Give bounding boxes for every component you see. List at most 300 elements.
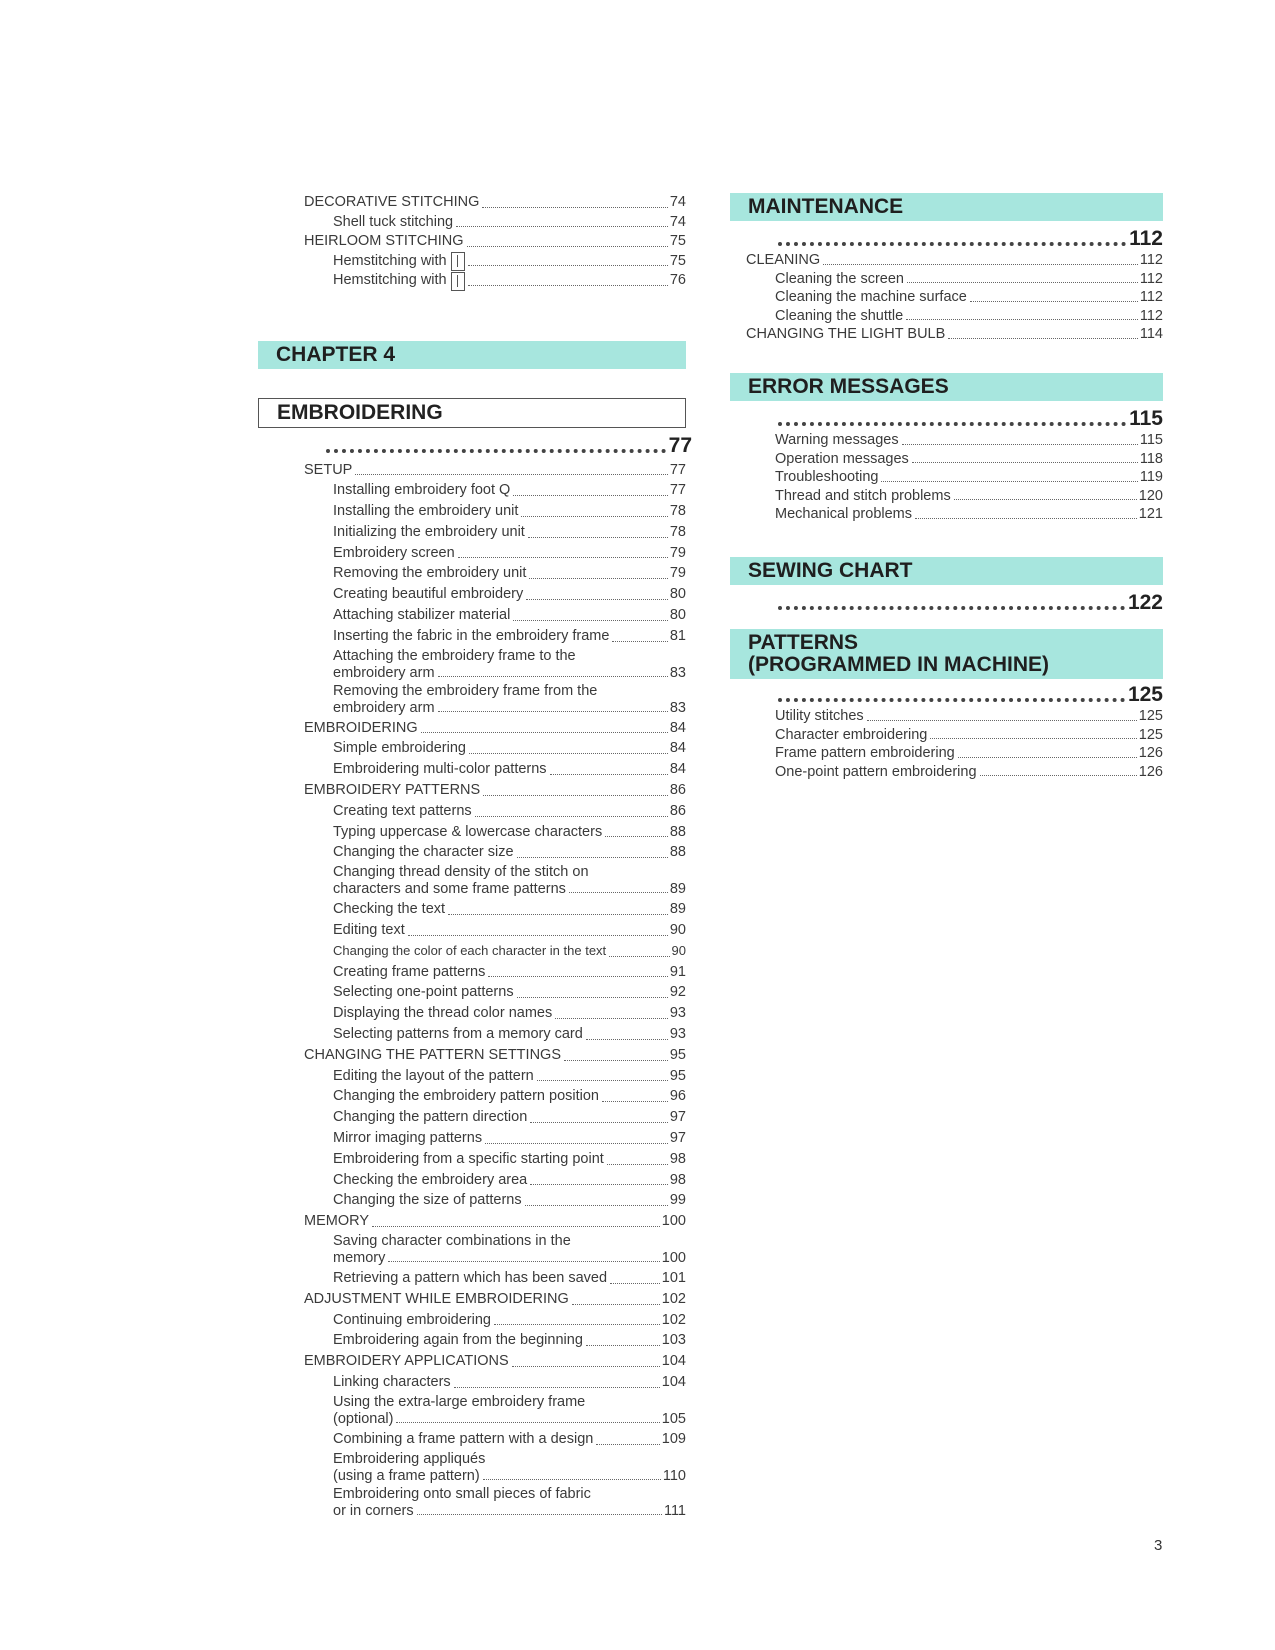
leader-dots (778, 422, 1126, 426)
toc-entry-title: Removing the embroidery unit (333, 565, 527, 582)
toc-entry-title: Cleaning the machine surface (775, 289, 967, 306)
toc-entry-page: 101 (661, 1270, 686, 1286)
leader-dots (467, 246, 668, 247)
leader-dots (468, 285, 668, 286)
section-heading-sewing-chart: SEWING CHART (730, 557, 1163, 585)
toc-entry-page: 114 (1139, 326, 1163, 343)
toc-entry-page: 75 (669, 233, 686, 249)
toc-entry-title: Mirror imaging patterns (333, 1130, 483, 1147)
section-page-number: 125 (1127, 682, 1163, 706)
toc-entry-title: Cleaning the screen (775, 270, 904, 287)
toc-entry-page: 103 (661, 1332, 686, 1349)
toc-entry-page: 90 (669, 922, 686, 939)
toc-entry-title: Displaying the thread color names (333, 1005, 553, 1022)
toc-entry (270, 563, 686, 584)
leader-dots (529, 578, 667, 579)
toc-entry-title: Continuing embroidering (333, 1311, 491, 1328)
toc-entry (270, 759, 686, 780)
toc-entry (270, 780, 686, 801)
section-page-number: 122 (1127, 590, 1163, 614)
section-page-maintenance (746, 227, 1163, 251)
leader-dots (372, 1226, 660, 1227)
toc-entry-page: 121 (1138, 506, 1163, 523)
toc-entry-page: 95 (669, 1067, 686, 1084)
toc-entry-title: (using a frame pattern) (333, 1467, 480, 1484)
toc-entry (270, 1128, 686, 1149)
leader-dots (610, 1283, 660, 1284)
toc-entry (270, 1394, 686, 1428)
toc-entry-title: memory (333, 1250, 386, 1266)
leader-dots (396, 1422, 659, 1423)
toc-entry-title: Changing the embroidery pattern position (333, 1088, 599, 1105)
toc-entry (270, 801, 686, 822)
toc-entry (270, 1351, 686, 1372)
toc-entry (270, 1330, 686, 1351)
toc-entry-page: 98 (669, 1171, 686, 1188)
leader-dots (907, 282, 1138, 283)
toc-entry (746, 288, 1163, 307)
toc-entry-page: 119 (1139, 469, 1163, 486)
leader-dots (485, 1143, 668, 1144)
page-number: 3 (1154, 1537, 1163, 1554)
toc-entry-title: Operation messages (775, 450, 909, 467)
leader-dots (586, 1039, 668, 1040)
toc-list-maintenance (746, 251, 1163, 344)
toc-entry-title: Frame pattern embroidering (775, 745, 955, 762)
toc-entry-page: 97 (669, 1130, 686, 1147)
toc-entry-page: 126 (1138, 763, 1163, 780)
toc-entry-page: 112 (1139, 252, 1163, 268)
toc-entry (746, 450, 1163, 469)
leader-dots (881, 481, 1137, 482)
leader-dots (483, 1479, 661, 1480)
toc-entry (746, 763, 1163, 782)
toc-entry-page: 125 (1138, 726, 1163, 743)
toc-entry (270, 1045, 686, 1066)
toc-entry-page: 84 (669, 719, 686, 736)
toc-entry (746, 505, 1163, 524)
toc-entry-title: Embroidering multi-color patterns (333, 761, 547, 778)
toc-entry (270, 962, 686, 983)
leader-dots (408, 935, 668, 936)
leader-dots (569, 892, 668, 893)
leader-dots (958, 757, 1137, 758)
toc-entry (270, 1451, 686, 1485)
toc-entry-page: 110 (662, 1467, 686, 1484)
toc-entry-page: 125 (1138, 707, 1163, 724)
toc-entry (270, 899, 686, 920)
toc-entry (270, 584, 686, 605)
patterns-heading-line1: PATTERNS (748, 630, 859, 654)
toc-entry (270, 480, 686, 501)
toc-entry-line2 (333, 700, 686, 717)
leader-dots (388, 1261, 659, 1262)
toc-entry-page: 88 (669, 844, 686, 861)
toc-entry-title: Creating text patterns (333, 802, 472, 819)
toc-entry-page: 115 (1139, 431, 1163, 448)
toc-entry-title: (optional) (333, 1410, 394, 1427)
toc-entry (746, 251, 1163, 270)
leader-dots (458, 557, 668, 558)
toc-entry-title: One-point pattern embroidering (775, 763, 977, 780)
toc-entry-title: Initializing the embroidery unit (333, 523, 525, 540)
toc-entry (746, 744, 1163, 763)
toc-entry (746, 270, 1163, 289)
toc-entry (270, 1066, 686, 1087)
section-heading-patterns (730, 629, 1163, 679)
toc-entry-title: Thread and stitch problems (775, 487, 951, 504)
toc-entry-title: EMBROIDERING (304, 719, 418, 736)
toc-entry-title: Combining a frame pattern with a design (333, 1430, 594, 1447)
leader-dots (906, 319, 1138, 320)
leader-dots (421, 732, 668, 733)
toc-entry-title: Embroidering again from the beginning (333, 1332, 583, 1349)
toc-entry-title: SETUP (304, 461, 353, 478)
leader-dots (605, 836, 668, 837)
toc-entry-line2 (333, 1411, 686, 1428)
toc-entry-page: 93 (669, 1005, 686, 1022)
toc-entry-title: DECORATIVE STITCHING (304, 194, 480, 210)
leader-dots (930, 738, 1136, 739)
leader-dots (528, 537, 668, 538)
toc-entry (270, 1170, 686, 1191)
toc-entry-line2 (333, 665, 686, 682)
toc-entry-title: CLEANING (746, 252, 821, 268)
toc-entry (270, 213, 686, 233)
section-heading-error-messages: ERROR MESSAGES (730, 373, 1163, 401)
toc-entry-title: Changing the pattern direction (333, 1109, 528, 1126)
toc-entry (270, 626, 686, 647)
toc-entry-page: 79 (669, 565, 686, 582)
toc-entry (270, 1024, 686, 1045)
leader-dots (572, 1304, 660, 1305)
leader-dots (513, 495, 668, 496)
toc-entry-page: 74 (669, 213, 686, 230)
toc-entry-page: 100 (661, 1213, 686, 1230)
leader-dots (607, 1164, 668, 1165)
toc-entry (746, 707, 1163, 726)
toc-entry-title-line1: Using the extra-large embroidery frame (333, 1393, 586, 1410)
toc-entry-page: 75 (669, 252, 686, 269)
toc-entry (270, 1310, 686, 1331)
toc-entry-page: 84 (669, 761, 686, 778)
toc-entry-title: CHANGING THE LIGHT BULB (746, 326, 946, 343)
stitch-symbol-icon (451, 272, 465, 291)
toc-entry-page: 109 (661, 1430, 686, 1447)
toc-entry-title: Embroidery screen (333, 544, 455, 561)
toc-entry-title: Editing the layout of the pattern (333, 1067, 534, 1084)
leader-dots (564, 1060, 668, 1061)
toc-entry-page: 80 (669, 586, 686, 603)
toc-entry-page: 93 (669, 1026, 686, 1043)
toc-entry-title: Troubleshooting (775, 469, 879, 486)
toc-entry-title: Linking characters (333, 1373, 451, 1390)
leader-dots (609, 956, 669, 957)
toc-entry (270, 1372, 686, 1393)
toc-entry (746, 487, 1163, 506)
toc-entry-page: 86 (669, 802, 686, 819)
toc-entry-title-line1: Embroidering onto small pieces of fabric (333, 1485, 591, 1502)
toc-entry (270, 648, 686, 682)
toc-entry (270, 1190, 686, 1211)
toc-entry (270, 232, 686, 252)
toc-entry-title-line1: Attaching the embroidery frame to the (333, 647, 576, 664)
toc-entry-page: 100 (661, 1250, 686, 1266)
toc-entry (270, 864, 686, 898)
toc-entry-title: Installing embroidery foot Q (333, 482, 511, 499)
toc-entry-page: 92 (669, 984, 686, 1001)
toc-entry (270, 1233, 686, 1267)
toc-entry-page: 80 (669, 607, 686, 624)
toc-entry-title-line1: Embroidering appliqués (333, 1450, 486, 1467)
toc-entry-page: 104 (661, 1353, 686, 1370)
toc-entry-page: 77 (669, 461, 686, 478)
toc-entry-page: 102 (661, 1290, 686, 1307)
toc-entry-title: Mechanical problems (775, 506, 913, 523)
toc-entry-title: Editing text (333, 922, 405, 939)
toc-entry-title: Embroidering from a specific starting point (333, 1150, 604, 1167)
section-heading-maintenance: MAINTENANCE (730, 193, 1163, 221)
leader-dots (456, 226, 668, 227)
left-column (270, 193, 692, 1521)
section-page-number: 77 (668, 433, 692, 457)
toc-list-patterns (746, 707, 1163, 781)
toc-entry-page: 88 (669, 823, 686, 840)
toc-entry-page: 78 (669, 523, 686, 540)
toc-entry (270, 718, 686, 739)
toc-entry (270, 982, 686, 1003)
toc-entry-title: Character embroidering (775, 726, 928, 743)
leader-dots (417, 1514, 662, 1515)
toc-entry-page: 90 (671, 942, 686, 958)
toc-entry (270, 683, 686, 717)
toc-entry-page: 99 (669, 1192, 686, 1209)
leader-dots (517, 997, 668, 998)
toc-entry-title: Changing the color of each character in the text (333, 942, 607, 958)
toc-entry-title-line1: Saving character combinations in the (333, 1233, 571, 1249)
toc-entry-title: Changing the size of patterns (333, 1192, 522, 1209)
toc-entry-title: Changing the character size (333, 844, 514, 861)
toc-entry (270, 1429, 686, 1450)
toc-entry-page: 97 (669, 1109, 686, 1126)
toc-entry-title: EMBROIDERY APPLICATIONS (304, 1353, 509, 1370)
leader-dots (912, 462, 1138, 463)
leader-dots (778, 698, 1125, 702)
toc-entry-title: embroidery arm (333, 699, 435, 716)
toc-entry (746, 307, 1163, 326)
toc-entry (746, 325, 1163, 344)
leader-dots (537, 1080, 668, 1081)
leader-dots (488, 976, 668, 977)
toc-entry-page: 89 (669, 901, 686, 918)
toc-entry (270, 920, 686, 941)
toc-entry-page: 74 (669, 194, 686, 210)
section-page-number: 115 (1129, 406, 1163, 430)
toc-entry-title: Simple embroidering (333, 740, 466, 757)
leader-dots (902, 444, 1138, 445)
toc-entry (270, 1268, 686, 1289)
stitch-symbol-icon (451, 252, 465, 271)
leader-dots (954, 499, 1137, 500)
right-column (746, 193, 1163, 781)
section-page-patterns (746, 683, 1163, 707)
toc-entry-title: Hemstitching with (333, 272, 447, 288)
toc-entry-title: Installing the embroidery unit (333, 503, 519, 520)
leader-dots (550, 774, 668, 775)
toc-entry (270, 941, 686, 962)
leader-dots (555, 1018, 668, 1019)
leader-dots (612, 641, 667, 642)
leader-dots (475, 816, 668, 817)
toc-entry-title: Retrieving a pattern which has been saved (333, 1270, 608, 1286)
toc-entry-page: 112 (1139, 307, 1163, 324)
toc-entry (270, 252, 686, 272)
toc-entry-page: 83 (669, 699, 686, 716)
leader-dots (596, 1444, 659, 1445)
toc-entry-page: 118 (1139, 450, 1163, 467)
toc-entry-page: 81 (669, 627, 686, 644)
leader-dots (948, 338, 1138, 339)
leader-dots (823, 264, 1138, 265)
toc-entry-title: characters and some frame patterns (333, 881, 566, 898)
toc-list-embroidering (270, 460, 686, 1520)
toc-entry-page: 86 (669, 782, 686, 799)
leader-dots (525, 1205, 668, 1206)
toc-entry-line2 (333, 1250, 686, 1267)
toc-entry-page: 112 (1139, 289, 1163, 306)
toc-entry (270, 193, 686, 213)
toc-entry (270, 1003, 686, 1024)
toc-entry-page: 104 (661, 1373, 686, 1390)
toc-entry-title: EMBROIDERY PATTERNS (304, 782, 481, 799)
section-heading-embroidering: EMBROIDERING (258, 398, 686, 428)
leader-dots (454, 1387, 660, 1388)
leader-dots (970, 301, 1138, 302)
toc-list-stitching (270, 193, 686, 291)
leader-dots (867, 720, 1137, 721)
toc-entry (270, 1211, 686, 1232)
toc-entry-page: 105 (661, 1410, 686, 1427)
toc-entry (270, 1107, 686, 1128)
toc-entry-title-line1: Removing the embroidery frame from the (333, 682, 598, 699)
leader-dots (469, 753, 668, 754)
leader-dots (494, 1324, 660, 1325)
toc-entry-page: 120 (1138, 487, 1163, 504)
section-page-sewing-chart (746, 591, 1163, 615)
toc-entry-page: 95 (669, 1046, 686, 1063)
toc-entry-page: 98 (669, 1150, 686, 1167)
toc-entry-page: 83 (669, 664, 686, 681)
section-page-number: 112 (1129, 227, 1163, 250)
leader-dots (513, 620, 668, 621)
toc-entry-page: 112 (1139, 270, 1163, 287)
toc-entry (270, 271, 686, 291)
leader-dots (355, 474, 668, 475)
toc-entry-page: 84 (669, 740, 686, 757)
toc-entry (746, 726, 1163, 745)
toc-entry-title: Attaching stabilizer material (333, 607, 511, 624)
toc-entry (270, 522, 686, 543)
toc-entry-page: 79 (669, 544, 686, 561)
toc-entry-title: Cleaning the shuttle (775, 307, 904, 324)
toc-entry-title: Inserting the fabric in the embroidery frame (333, 627, 610, 644)
toc-entry-page: 96 (669, 1088, 686, 1105)
toc-entry-title: Shell tuck stitching (333, 213, 454, 230)
leader-dots (521, 516, 667, 517)
toc-entry-title-line1: Changing thread density of the stitch on (333, 864, 589, 881)
toc-entry-title: Creating beautiful embroidery (333, 586, 524, 603)
leader-dots (526, 599, 668, 600)
toc-entry-title: Creating frame patterns (333, 963, 486, 980)
leader-dots (586, 1345, 660, 1346)
leader-dots (438, 711, 668, 712)
leader-dots (483, 795, 668, 796)
toc-entry-title: Selecting patterns from a memory card (333, 1026, 583, 1043)
leader-dots (482, 207, 668, 208)
leader-dots (915, 518, 1137, 519)
toc-entry (746, 468, 1163, 487)
toc-entry (270, 738, 686, 759)
toc-entry-page: 89 (669, 881, 686, 898)
chapter-bar: CHAPTER 4 (258, 341, 686, 369)
section-page-error-messages (746, 407, 1163, 431)
toc-entry-title: CHANGING THE PATTERN SETTINGS (304, 1046, 561, 1063)
leader-dots (468, 265, 668, 266)
toc-entry (270, 1086, 686, 1107)
leader-dots (517, 857, 668, 858)
toc-entry (270, 1149, 686, 1170)
patterns-heading-line2: (PROGRAMMED IN MACHINE) (748, 652, 1049, 676)
toc-entry-title: Selecting one-point patterns (333, 984, 514, 1001)
toc-entry-page: 111 (663, 1502, 686, 1519)
toc-entry (746, 431, 1163, 450)
toc-entry-page: 77 (669, 482, 686, 499)
toc-entry (270, 1289, 686, 1310)
toc-entry-line2 (333, 881, 686, 898)
toc-entry-title: ADJUSTMENT WHILE EMBROIDERING (304, 1290, 569, 1307)
toc-entry-title: or in corners (333, 1502, 414, 1519)
toc-entry-title: embroidery arm (333, 664, 435, 681)
toc-entry-page: 126 (1138, 745, 1163, 762)
toc-entry-title: Utility stitches (775, 707, 864, 724)
leader-dots (438, 676, 668, 677)
toc-entry (270, 460, 686, 481)
toc-entry-title: Checking the embroidery area (333, 1171, 528, 1188)
toc-entry (270, 605, 686, 626)
toc-entry-title: HEIRLOOM STITCHING (304, 233, 464, 249)
leader-dots (778, 606, 1125, 610)
toc-entry-title: Warning messages (775, 431, 899, 448)
toc-entry (270, 543, 686, 564)
toc-entry-line2 (333, 1503, 686, 1520)
toc-entry (270, 822, 686, 843)
toc-entry-page: 91 (669, 963, 686, 980)
toc-entry-page: 78 (669, 503, 686, 520)
toc-list-error-messages (746, 431, 1163, 524)
toc-entry (270, 1486, 686, 1520)
toc-entry-page: 102 (661, 1311, 686, 1328)
leader-dots (512, 1366, 660, 1367)
leader-dots (980, 775, 1137, 776)
toc-entry-page: 76 (669, 272, 686, 288)
toc-entry (270, 501, 686, 522)
section-page-embroidering (270, 434, 692, 458)
toc-entry-title: MEMORY (304, 1213, 369, 1230)
toc-entry-line2 (333, 1468, 686, 1485)
leader-dots (448, 914, 668, 915)
leader-dots (602, 1101, 668, 1102)
toc-entry-title: Hemstitching with (333, 252, 447, 269)
